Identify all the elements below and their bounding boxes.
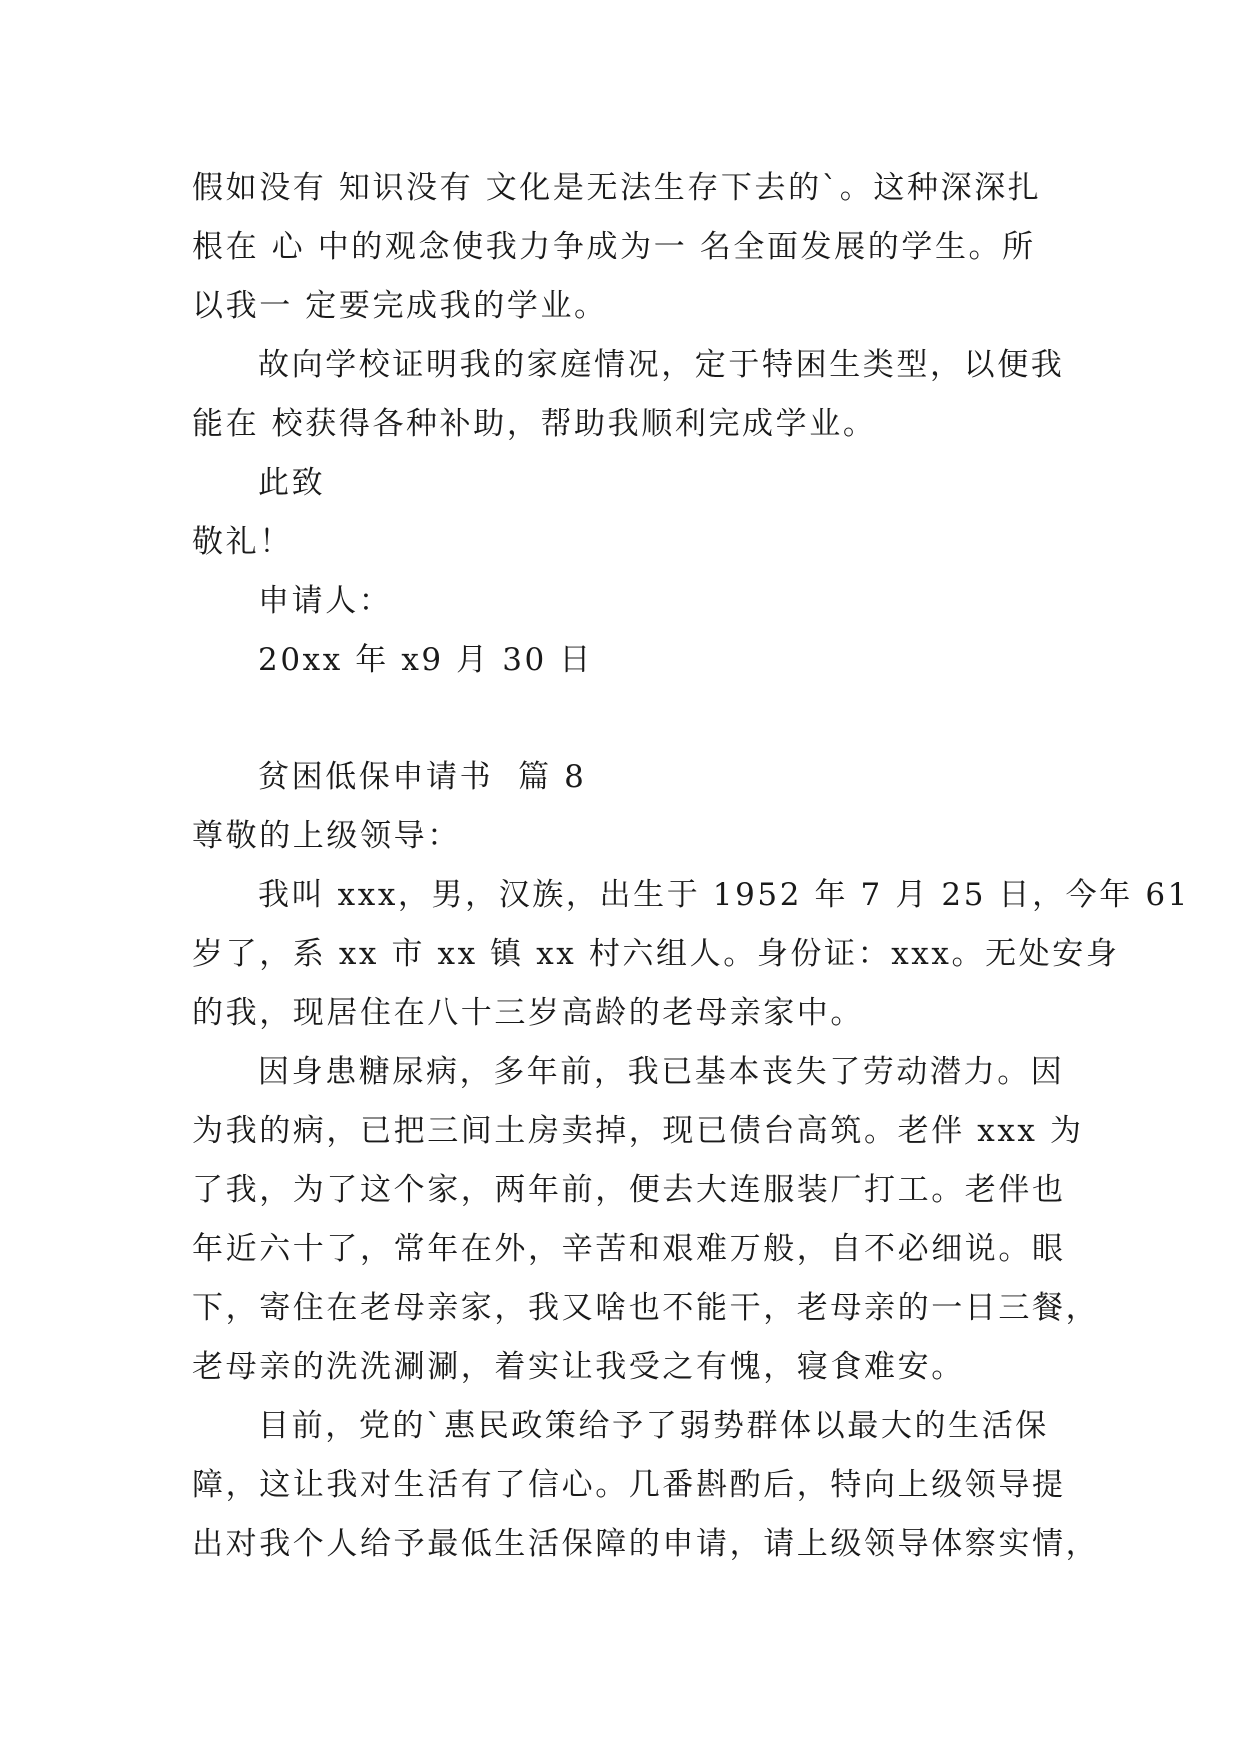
paragraph-line: 出对我个人给予最低生活保障的申请，请上级领导体察实情， xyxy=(192,1526,1100,1562)
paragraph-line: 目前，党的`惠民政策给予了弱势群体以最大的生活保 xyxy=(258,1408,1049,1444)
date-line: 20xx 年 x9 月 30 日 xyxy=(258,642,593,678)
section-title: 贫困低保申请书 篇 8 xyxy=(258,759,587,795)
paragraph-line: 了我，为了这个家，两年前，便去大连服装厂打工。老伴也 xyxy=(192,1172,1066,1208)
paragraph-line: 障，这让我对生活有了信心。几番斟酌后，特向上级领导提 xyxy=(192,1467,1066,1503)
paragraph-line: 以我一 定要完成我的学业。 xyxy=(192,288,608,324)
paragraph-line: 根在 心 中的观念使我力争成为一 名全面发展的学生。所 xyxy=(192,229,1036,265)
paragraph-line: 故向学校证明我的家庭情况，定于特困生类型，以便我 xyxy=(258,347,1065,383)
closing-line: 此致 xyxy=(258,465,326,501)
paragraph-line: 的我，现居住在八十三岁高龄的老母亲家中。 xyxy=(192,995,864,1031)
paragraph-line: 老母亲的洗洗涮涮，着实让我受之有愧，寝食难安。 xyxy=(192,1349,965,1385)
closing-line: 敬礼！ xyxy=(192,524,293,560)
paragraph-line: 假如没有 知识没有 文化是无法生存下去的`。这种深深扎 xyxy=(192,170,1042,206)
paragraph-line: 为我的病，已把三间土房卖掉，现已债台高筑。老伴 xxx 为 xyxy=(192,1113,1084,1149)
paragraph-line: 能在 校获得各种补助，帮助我顺利完成学业。 xyxy=(192,406,877,442)
paragraph-line: 我叫 xxx，男，汉族，出生于 1952 年 7 月 25 日，今年 61 xyxy=(258,877,1190,913)
applicant-label: 申请人： xyxy=(258,583,393,619)
salutation: 尊敬的上级领导： xyxy=(192,818,461,854)
paragraph-line: 因身患糖尿病，多年前，我已基本丧失了劳动潜力。因 xyxy=(258,1054,1065,1090)
paragraph-line: 下，寄住在老母亲家，我又啥也不能干，老母亲的一日三餐， xyxy=(192,1290,1100,1326)
paragraph-line: 年近六十了，常年在外，辛苦和艰难万般，自不必细说。眼 xyxy=(192,1231,1066,1267)
paragraph-line: 岁了，系 xx 市 xx 镇 xx 村六组人。身份证：xxx。无处安身 xyxy=(192,936,1120,972)
